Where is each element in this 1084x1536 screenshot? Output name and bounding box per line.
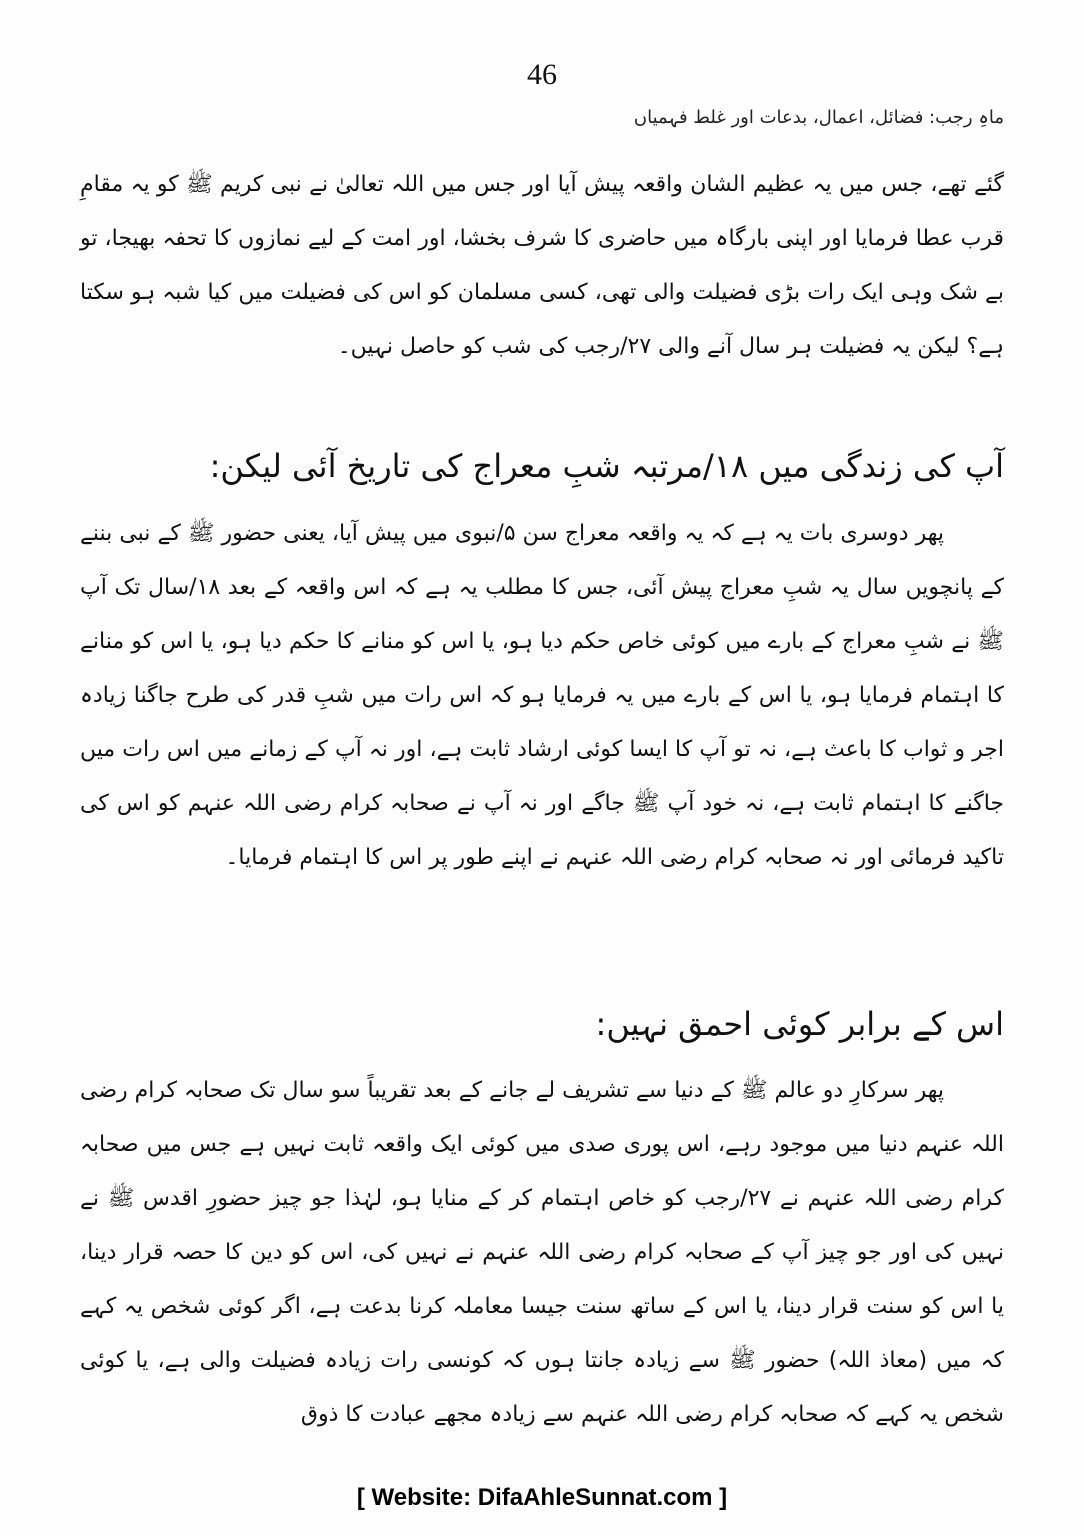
section-heading-1: آپ کی زندگی میں ۱۸/مرتبہ شبِ معراج کی تاریخ آئی لیکن: [209, 447, 1004, 485]
section-heading-2: اس کے برابر کوئی احمق نہیں: [595, 1005, 1004, 1043]
paragraph-2: پھر دوسری بات یہ ہے کہ یہ واقعہ معراج سن ۵/نبوی میں پیش آیا، یعنی حضور ﷺ کے نبی بننے کے پانچویں سال یہ شبِ معراج پیش آئی، جس کا مطلب یہ ہے کہ اس واقعہ کے بعد ۱۸/سال تک آپ ﷺ نے شبِ معراج کے بارے میں کوئی خاص حکم دیا ہو، یا اس کو منانے کا حکم دیا ہو، یا اس کو منانے کا اہتمام فرمایا ہو، یا اس کے بارے میں یہ فرمایا ہو کہ اس رات میں شبِ قدر کی طرح جاگنا زیادہ اجر و ثواب کا باعث ہے، نہ تو آپ کا ایسا کوئی ارشاد ثابت ہے، اور نہ آپ کے زمانے میں اس رات میں جاگنے کا اہتمام ثابت ہے، نہ خود آپ ﷺ جاگے اور نہ آپ نے صحابہ کرام رضی اللہ عنہم کو اس کی تاکید فرمائی اور نہ صحابہ کرام رضی اللہ عنہم نے اپنے طور پر اس کا اہتمام فرمایا۔ [80, 521, 1005, 870]
page-number: 46 [527, 58, 557, 91]
website-footer: [ Website: DifaAhleSunnat.com ] [356, 1484, 728, 1511]
running-head: ماہِ رجب: فضائل، اعمال، بدعات اور غلط فہمیاں [633, 107, 1004, 128]
paragraph-3: پھر سرکارِ دو عالم ﷺ کے دنیا سے تشریف لے جانے کے بعد تقریباً سو سال تک صحابہ کرام رضی اللہ عنہم دنیا میں موجود رہے، اس پوری صدی میں کوئی ایک واقعہ ثابت نہیں ہے جس میں صحابہ کرام رضی اللہ عنہم نے ۲۷/رجب کو خاص اہتمام کر کے منایا ہو، لہٰذا جو چیز حضورِ اقدس ﷺ نے نہیں کی اور جو چیز آپ کے صحابہ کرام رضی اللہ عنہم نے نہیں کی، اس کو دین کا حصہ قرار دینا، یا اس کو سنت قرار دینا، یا اس کے ساتھ سنت جیسا معاملہ کرنا بدعت ہے، اگر کوئی شخص یہ کہے کہ میں (معاذ اللہ) حضور ﷺ سے زیادہ جانتا ہوں کہ کونسی رات زیادہ فضیلت والی ہے، یا کوئی شخص یہ کہے کہ صحابہ کرام رضی اللہ عنہم سے زیادہ مجھے عبادت کا ذوق [80, 1078, 1004, 1427]
paragraph-1: گئے تھے، جس میں یہ عظیم الشان واقعہ پیش آیا اور جس میں اللہ تعالیٰ نے نبی کریم ﷺ کو یہ مقامِ قرب عطا فرمایا اور اپنی بارگاہ میں حاضری کا شرف بخشا، اور امت کے لیے نمازوں کا تحفہ بھیجا، تو بے شک وہی ایک رات بڑی فضیلت والی تھی، کسی مسلمان کو اس کی فضیلت میں کیا شبہ ہو سکتا ہے؟ لیکن یہ فضیلت ہر سال آنے والی ۲۷/رجب کی شب کو حاصل نہیں۔ [80, 172, 1004, 359]
